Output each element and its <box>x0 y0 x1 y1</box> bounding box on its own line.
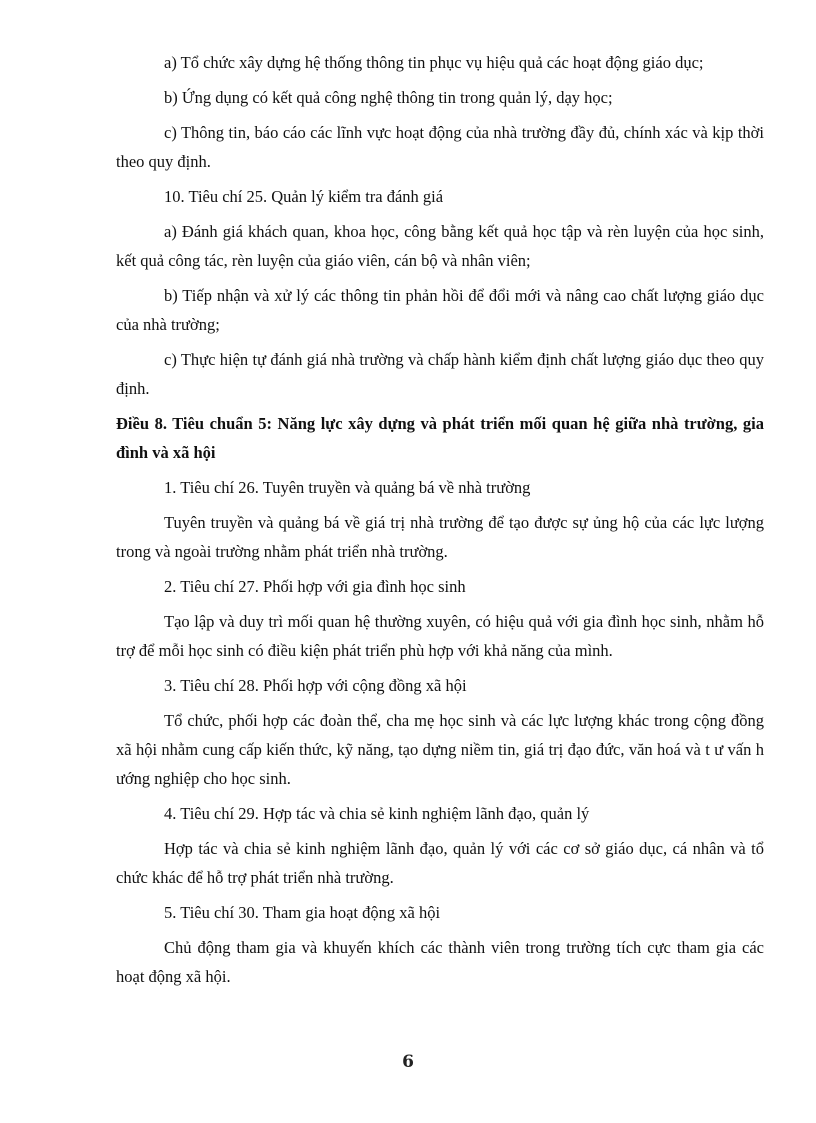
paragraph: c) Thực hiện tự đánh giá nhà trường và chấp hành kiểm định chất lượng giáo dục theo quy định. <box>116 350 764 398</box>
page-number: 6 <box>402 1052 414 1072</box>
paragraph: b) Tiếp nhận và xử lý các thông tin phản hồi để đổi mới và nâng cao chất lượng giáo dục của nhà trường; <box>116 286 764 334</box>
article-heading: Điều 8. Tiêu chuẩn 5: Năng lực xây dựng và phát triển mối quan hệ giữa nhà trường, gia đình và xã hội <box>116 414 764 462</box>
paragraph: Chủ động tham gia và khuyến khích các thành viên trong trường tích cực tham gia các hoạt động xã hội. <box>116 938 764 986</box>
paragraph: Tổ chức, phối hợp các đoàn thể, cha mẹ học sinh và các lực lượng khác trong cộng đồng xã hội nhằm cung cấp kiến thức, kỹ năng, tạo dựng niềm tin, giá trị đạo đức, văn hoá và t ư vấn h ướng nghiệp cho học sinh. <box>116 711 764 788</box>
criterion-heading: 4. Tiêu chí 29. Hợp tác và chia sẻ kinh nghiệm lãnh đạo, quản lý <box>164 804 590 823</box>
paragraph: b) Ứng dụng có kết quả công nghệ thông tin trong quản lý, dạy học; <box>164 88 613 107</box>
paragraph: a) Đánh giá khách quan, khoa học, công bằng kết quả học tập và rèn luyện của học sinh, kết quả công tác, rèn luyện của giáo viên, cán bộ và nhân viên; <box>116 222 764 270</box>
criterion-heading: 3. Tiêu chí 28. Phối hợp với cộng đồng xã hội <box>164 676 467 695</box>
paragraph: c) Thông tin, báo cáo các lĩnh vực hoạt động của nhà trường đầy đủ, chính xác và kịp thời theo quy định. <box>116 123 764 171</box>
paragraph: Tuyên truyền và quảng bá về giá trị nhà trường để tạo được sự ủng hộ của các lực lượng trong và ngoài trường nhằm phát triển nhà trường. <box>116 513 764 561</box>
criterion-heading: 10. Tiêu chí 25. Quản lý kiểm tra đánh giá <box>164 187 444 206</box>
criterion-heading: 1. Tiêu chí 26. Tuyên truyền và quảng bá về nhà trường <box>164 478 531 497</box>
paragraph: Tạo lập và duy trì mối quan hệ thường xuyên, có hiệu quả với gia đình học sinh, nhằm hỗ trợ để mỗi học sinh có điều kiện phát triển phù hợp với khả năng của mình. <box>116 612 764 660</box>
criterion-heading: 2. Tiêu chí 27. Phối hợp với gia đình học sinh <box>164 577 466 596</box>
criterion-heading: 5. Tiêu chí 30. Tham gia hoạt động xã hội <box>164 903 441 922</box>
paragraph: a) Tổ chức xây dựng hệ thống thông tin phục vụ hiệu quả các hoạt động giáo dục; <box>164 53 704 72</box>
paragraph: Hợp tác và chia sẻ kinh nghiệm lãnh đạo, quản lý với các cơ sở giáo dục, cá nhân và tổ chức khác để hỗ trợ phát triển nhà trường. <box>116 839 764 887</box>
